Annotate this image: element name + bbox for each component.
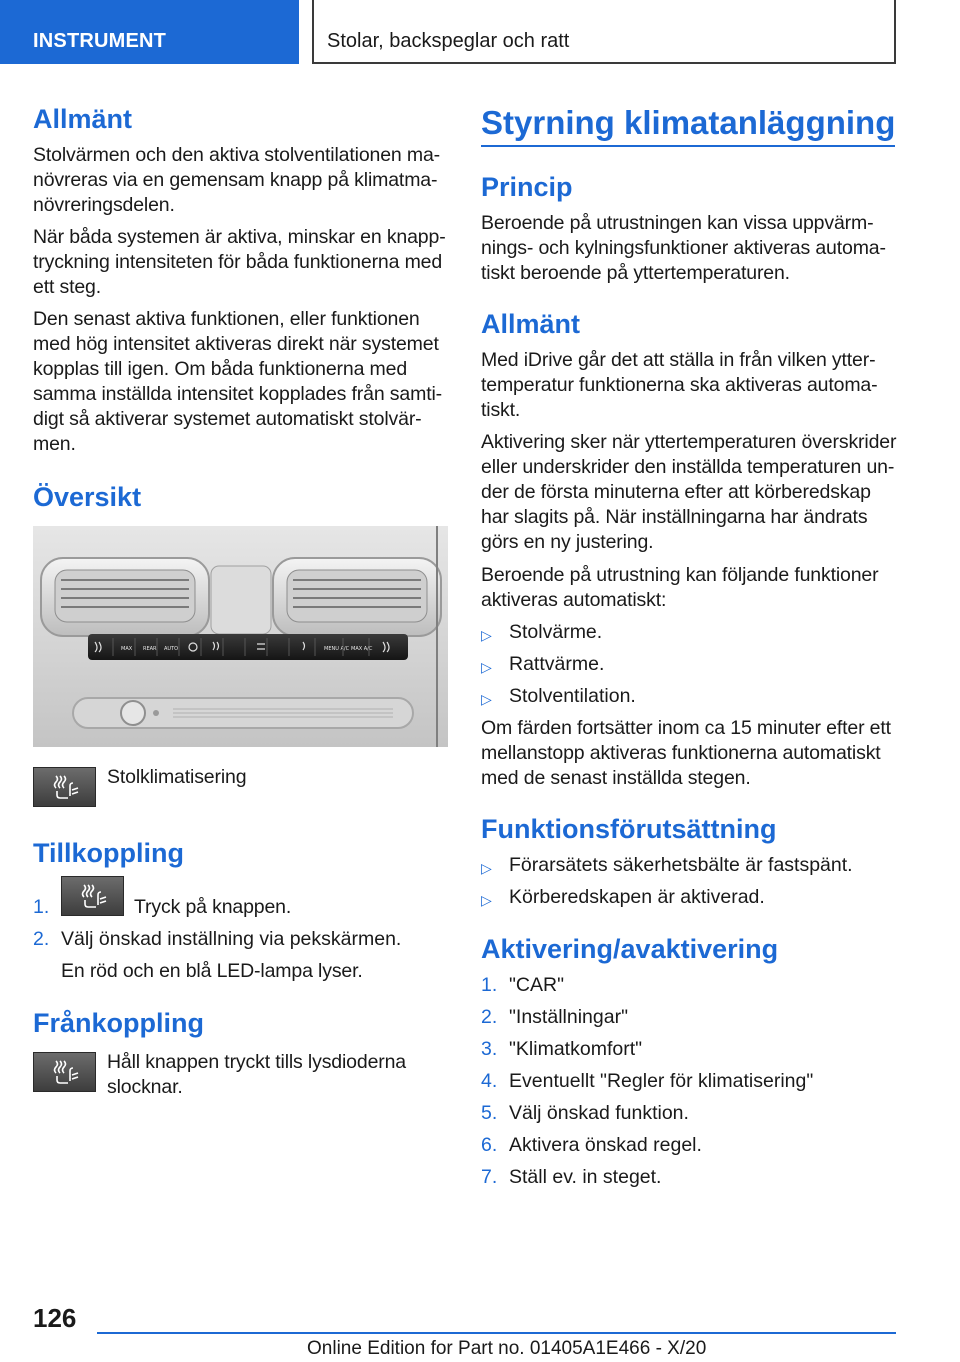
panel-button-label: AUTO [164,646,179,652]
climate-panel-photo [33,526,448,747]
triangle-bullet-icon: ▷ [481,691,492,707]
tillkoppling-note: En röd och en blå LED-lampa lyser. [61,960,363,982]
footer-rule [97,1332,896,1334]
seat-climate-icon [34,1053,95,1091]
triangle-bullet-icon: ▷ [481,860,492,876]
section-tab [0,0,299,64]
heading-funktionsforutsattning: Funktionsförutsättning [481,814,777,844]
panel-button-label: MAX [121,646,133,652]
triangle-bullet-icon: ▷ [481,659,492,675]
seat-climate-icon [62,877,123,915]
seat-climate-button-icon-inline [61,876,124,916]
seat-climate-button-icon [33,1052,96,1092]
seat-climate-button-icon [33,767,96,807]
heading-allmant-right: Allmänt [481,309,581,339]
paragraph-allmant-right-2: Aktivering sker när yttertemperaturen överskrider eller underskrider den inställda temperaturen un- der de första minuterna efter att körberedskap har slagits på. När inställningarna har ändrats görs en ny justering. [481,431,897,553]
paragraph-allmant-right-3: Beroende på utrustning kan följande funktioner aktiveras automatiskt: [481,564,879,611]
paragraph-allmant-3: Den senast aktiva funktionen, eller funktionen med hög intensitet aktiveras direkt när systemet kopplas till igen. Om båda funktionerna med samma inställda intensitet kopplades från samti- digt så aktiverar systemet automatiskt stolvär- men. [33,308,442,455]
paragraph-allmant-right-1: Med iDrive går det att ställa in från vilken ytter- temperatur funktionerna ska aktiveras automa- tiskt. [481,349,878,421]
paragraph-allmant-1: Stolvärmen och den aktiva stolventilationen ma- növreras via en gemensam knapp på klimatma- növreringsdelen. [33,144,441,216]
panel-button-label: MENU A/C [324,646,350,652]
heading-oversikt: Översikt [33,482,142,512]
heading-allmant-left: Allmänt [33,104,133,134]
page-number: 126 [33,1303,77,1333]
seat-climate-icon [34,768,95,806]
heading-aktivering: Aktivering/avaktivering [481,934,779,964]
triangle-bullet-icon: ▷ [481,627,492,643]
heading-underline [481,145,895,147]
tillkoppling-step-1-text: Tryck på knappen. [134,896,292,918]
chapter-tab [312,0,896,64]
heading-princip: Princip [481,172,573,202]
triangle-bullet-icon: ▷ [481,892,492,908]
icon-caption-stolklimatisering: Stolklimatisering [107,766,247,788]
heading-frankoppling: Frånkoppling [33,1008,204,1038]
paragraph-princip: Beroende på utrustningen kan vissa uppvärm- nings- och kylningsfunktioner aktiveras automa- tiskt beroende på yttertemperaturen. [481,212,886,284]
chapter-title: Stolar, backspeglar och ratt [327,30,570,52]
section-title: INSTRUMENT [33,30,167,52]
footer-edition: Online Edition for Part no. 01405A1E466 - X/20 [307,1338,707,1359]
heading-tillkoppling: Tillkoppling [33,838,184,868]
climate-panel-illustration [33,526,448,747]
panel-button-label: MAX A/C [351,646,373,652]
paragraph-allmant-right-4: Om färden fortsätter inom ca 15 minuter efter ett mellanstopp aktiveras funktionerna automatiskt med de senast inställda stegen. [481,717,891,789]
panel-button-label: REAR [143,646,157,652]
frankoppling-text: Håll knappen tryckt tills lysdioderna slocknar. [107,1051,407,1098]
heading-styrning-klimatanlaggning: Styrning klimatanläggning [481,104,896,141]
paragraph-allmant-2: När båda systemen är aktiva, minskar en knapp- tryckning intensiteten för båda funktionerna med ett steg. [33,226,446,298]
